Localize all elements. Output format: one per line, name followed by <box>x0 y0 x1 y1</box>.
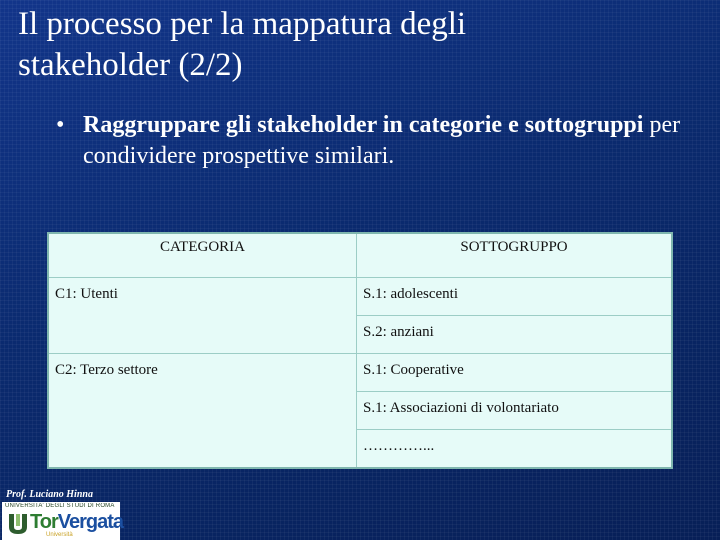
bullet-text <box>83 110 686 172</box>
cell-sottogruppo: S.1: Associazioni di volontariato <box>357 392 673 430</box>
header-categoria: CATEGORIA <box>48 233 357 278</box>
cell-sottogruppo: S.2: anziani <box>357 316 673 354</box>
cell-categoria: C2: Terzo settore <box>48 354 357 469</box>
cell-sottogruppo: S.1: adolescenti <box>357 278 673 316</box>
bullet-point <box>56 110 686 172</box>
table-row <box>48 354 672 392</box>
logo-vergata: Vergata <box>57 511 123 533</box>
university-emblem-icon <box>6 512 30 536</box>
table-header-row <box>48 233 672 278</box>
bullet-normal-text: per condividere prospettive similari. <box>83 112 681 169</box>
logo-wordmark <box>30 511 123 533</box>
logo-tor: Tor <box>30 511 58 533</box>
logo-subtitle: Università <box>46 532 73 538</box>
title-line-1: Il processo per la mappatura degli <box>18 6 467 42</box>
university-name: UNIVERSITA' DEGLI STUDI DI ROMA <box>5 503 115 509</box>
cell-sottogruppo: S.1: Cooperative <box>357 354 673 392</box>
bullet-bold-text: Raggruppare gli stakeholder in categorie e sottogruppi <box>83 112 644 138</box>
table-row <box>48 278 672 316</box>
cell-categoria: C1: Utenti <box>48 278 357 354</box>
header-sottogruppo: SOTTOGRUPPO <box>357 233 673 278</box>
slide-title <box>18 4 698 86</box>
title-line-2: stakeholder (2/2) <box>18 47 243 83</box>
bullet-marker: • <box>56 112 65 138</box>
stakeholder-table <box>47 232 673 469</box>
author-name: Prof. Luciano Hinna <box>6 489 93 500</box>
cell-sottogruppo: …………... <box>357 430 673 469</box>
